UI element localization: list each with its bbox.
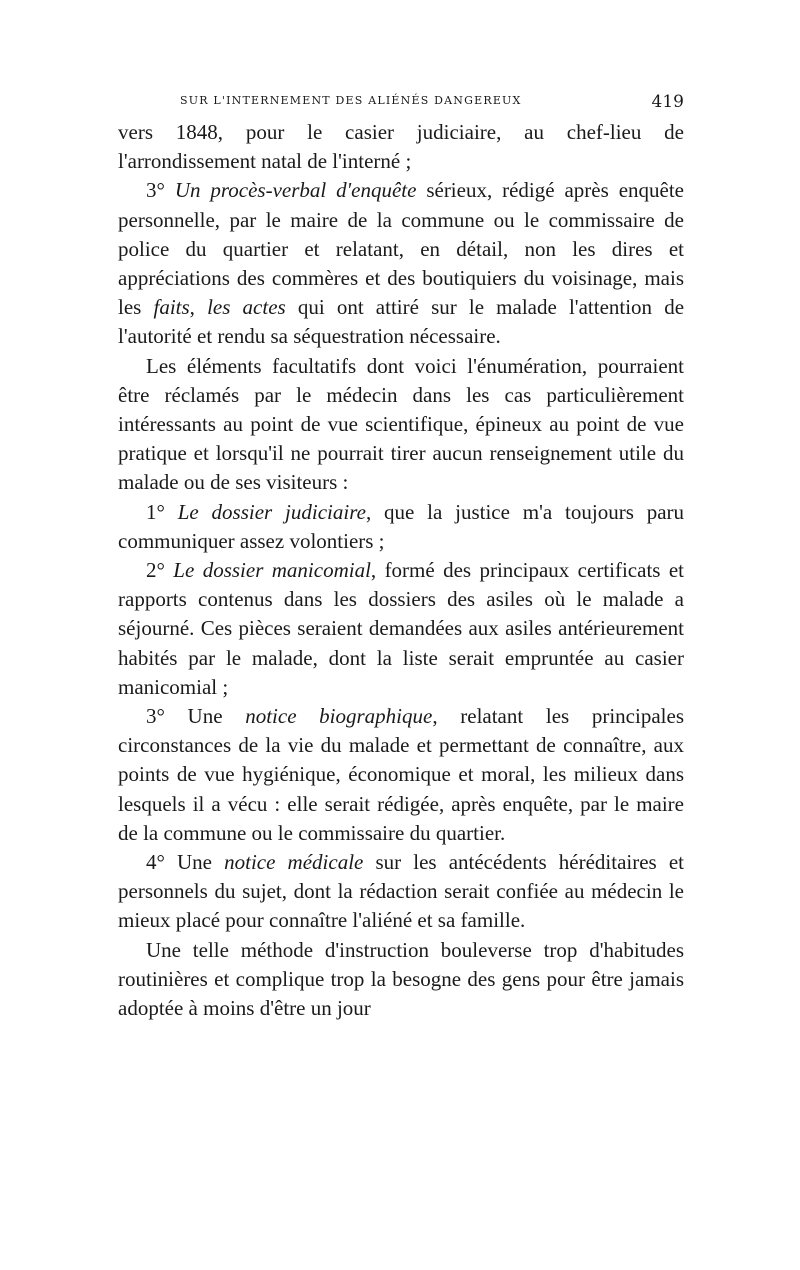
italic-run: Le dossier manicomial <box>173 558 371 583</box>
paragraph-item-1-dossier-judiciaire <box>118 498 684 556</box>
paragraph-conclusion <box>118 936 684 1024</box>
paragraph-1 <box>118 118 684 176</box>
italic-run: notice médicale <box>224 850 364 875</box>
page-number: 419 <box>651 92 684 112</box>
text-run: , relatant les principales circonstances de la vie du malade et permettant de connaître, aux points de vue hygiénique, économique et moral, les milieux dans lesquels il a vécu : elle serait rédigée, après enquête, par le maire de la commune ou le commissaire du quartier. <box>118 704 684 845</box>
running-head <box>180 92 684 118</box>
text-run: sur les antécédents héréditaires et personnels du sujet, dont la rédaction serait confiée au médecin le mieux placé pour connaître l'aliéné et sa famille. <box>118 850 684 933</box>
text-run: , formé des principaux certificats et rapports contenus dans les dossiers des asiles où le malade a séjourné. Ces pièces seraient demandées aux asiles antérieurement habités par le malade, dont la liste serait empruntée au casier manicomial ; <box>118 558 685 699</box>
text-run: 1° <box>146 499 178 524</box>
italic-run: Un procès-verbal d'enquête <box>174 178 417 203</box>
paragraph-item-2-dossier-manicomial <box>118 556 684 702</box>
text-run: 2° <box>146 558 174 583</box>
italic-run: Le dossier judiciaire <box>177 499 366 524</box>
text-run: 4° Une <box>146 850 225 875</box>
text-run: qui ont attiré sur le malade l'attention de l'autorité et rendu sa séquestration nécessaire. <box>118 295 685 349</box>
running-head-title: SUR L'INTERNEMENT DES ALIÉNÉS DANGEREUX <box>180 94 522 107</box>
text-run: sérieux, rédigé après enquête personnelle, par le maire de la commune ou le commissaire de police du quartier et relatant, en détail, non les dires et appréciations des commères et des boutiquiers du voisinage, mais les <box>118 178 684 320</box>
italic-run: faits <box>153 295 190 320</box>
paragraph-item-3-notice-biographique <box>118 702 684 848</box>
text-run: vers 1848, pour le casier judiciaire, au chef-lieu de l'arrondissement natal de l'interné ; <box>118 120 684 174</box>
text-run: 3° Une <box>146 704 246 729</box>
text-run: 3° <box>146 178 175 203</box>
text-run: Les éléments facultatifs dont voici l'énumération, pourraient être réclamés par le médecin dans les cas particulièrement intéressants au point de vue scientifique, épineux au point de vue pratique et lorsqu'il ne pourrait tirer aucun renseignement utile du malade ou de ses visiteurs : <box>118 353 684 495</box>
book-page <box>118 92 684 1023</box>
body-text <box>118 118 684 1023</box>
text-run: Une telle méthode d'instruction bouleverse trop d'habitudes routinières et complique trop la besogne des gens pour être jamais adoptée à moins d'être un jour <box>118 937 684 1021</box>
text-run: , <box>189 295 208 320</box>
paragraph-item-3-proces-verbal <box>118 176 684 351</box>
paragraph-item-4-notice-medicale <box>118 848 684 936</box>
text-run: , que la justice m'a toujours paru communiquer assez volontiers ; <box>118 499 685 553</box>
paragraph-optional-elements <box>118 352 684 498</box>
italic-run: notice biographique <box>245 704 433 729</box>
italic-run: les actes <box>207 295 286 320</box>
